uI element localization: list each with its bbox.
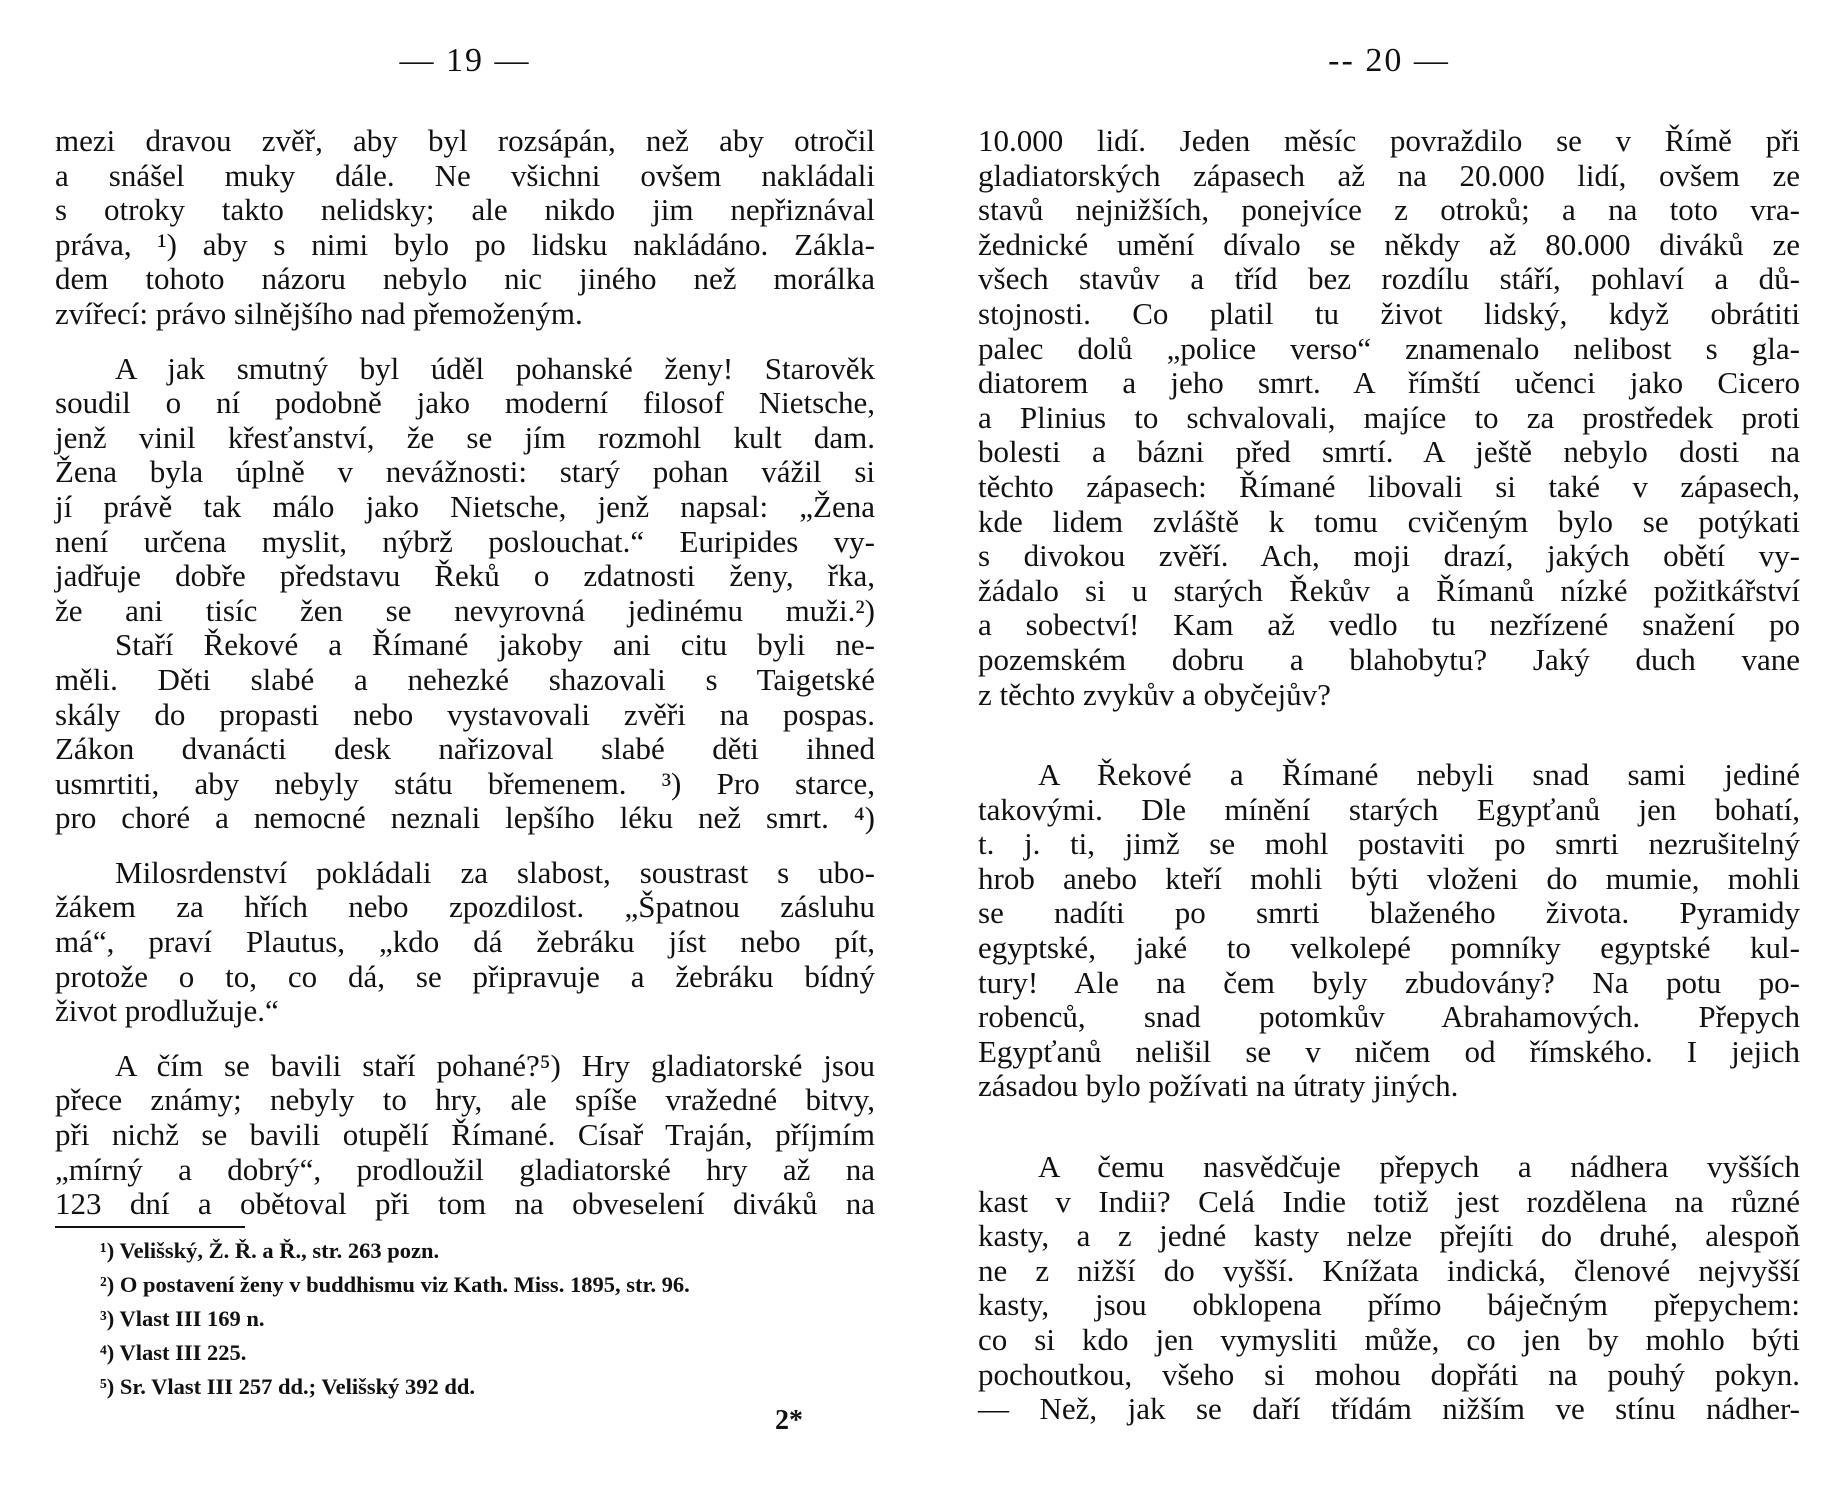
text-line: měli. Děti slabé a nehezké shazovali s Taigetské bbox=[55, 661, 875, 697]
text-line: není určena myslit, nýbrž poslouchat.“ Euripides vy- bbox=[55, 523, 875, 559]
text-line: žákem za hřích nebo zpozdilost. „Špatnou zásluhu bbox=[55, 889, 875, 925]
text-line: co si kdo jen vymysliti může, co jen by mohlo býti bbox=[978, 1322, 1800, 1357]
text-line: s divokou zvěří. Ach, moji drazí, jakých obětí vy- bbox=[978, 538, 1800, 574]
text-line: Zákon dvanácti desk nařizoval slabé děti ihned bbox=[55, 731, 875, 767]
text-line: Egypťanů nelišil se v ničem od římského. I jejich bbox=[978, 1033, 1800, 1069]
text-line: z těchto zvykův a obyčejův? bbox=[978, 676, 1331, 712]
text-line: protože o to, co dá, se připravuje a žebráku bídný bbox=[55, 958, 875, 994]
text-line: bolesti a bázni před smrtí. A ještě nebylo dosti na bbox=[978, 434, 1800, 470]
text-line: A Řekové a Římané nebyli snad sami jediné bbox=[1038, 757, 1800, 793]
text-line: 10.000 lidí. Jeden měsíc povraždilo se v Římě při bbox=[978, 123, 1800, 158]
text-line: soudil o ní podobně jako moderní filosof Nietsche, bbox=[55, 385, 875, 421]
footnote: ²) O postavení ženy v buddhismu viz Kath. Miss. 1895, str. 96. bbox=[100, 1272, 690, 1297]
text-line: diatorem a jeho smrt. A římští učenci jako Cicero bbox=[978, 365, 1800, 401]
text-line: život prodlužuje.“ bbox=[55, 993, 279, 1029]
footnotes bbox=[100, 1234, 900, 1404]
text-line: kasty, jsou obklopena přímo báječným přepychem: bbox=[978, 1287, 1800, 1323]
text-line: zvířecí: právo silnějšího nad přemoženým. bbox=[55, 295, 583, 331]
footnote-rule bbox=[55, 1226, 245, 1228]
text-line: kde lidem zvláště k tomu cvičeným bylo se potýkati bbox=[978, 503, 1800, 539]
text-line: pochoutkou, všeho si mohou dopřáti na pouhý pokyn. bbox=[978, 1356, 1800, 1392]
page-number: — 19 — bbox=[399, 42, 531, 79]
text-line: žádalo si u starých Řekův a Římanů nízké požitkářství bbox=[978, 572, 1800, 608]
text-line: A jak smutný byl úděl pohanské ženy! Starověk bbox=[115, 350, 875, 386]
right-page-body bbox=[978, 124, 1800, 1427]
text-line: pro choré a nemocné neznali lepšího léku než smrt. ⁴) bbox=[55, 800, 875, 836]
text-line: kast v Indii? Celá Indie totiž jest rozdělena na různé bbox=[978, 1183, 1800, 1219]
footnote: ⁴) Vlast III 225. bbox=[100, 1340, 247, 1365]
text-line: hrob anebo kteří mohli býti vloženi do mumie, mohli bbox=[978, 860, 1800, 896]
text-line: a snášel muky dále. Ne všichni ovšem nakládali bbox=[55, 157, 875, 193]
text-line: že ani tisíc žen se nevyrovná jedinému muži.²) bbox=[55, 592, 875, 628]
footnote: ¹) Velišský, Ž. Ř. a Ř., str. 263 pozn. bbox=[100, 1238, 440, 1263]
text-line: zásadou bylo požívati na útraty jiných. bbox=[978, 1068, 1459, 1104]
text-line: Milosrdenství pokládali za slabost, soustrast s ubo- bbox=[115, 854, 875, 890]
text-line: — Než, jak se daří třídám nižším ve stínu nádher- bbox=[978, 1391, 1800, 1427]
text-line: dem tohoto názoru nebylo nic jiného než morálka bbox=[55, 261, 875, 297]
text-line: takovými. Dle mínění starých Egypťanů jen bohatí, bbox=[978, 791, 1800, 827]
text-line: Žena byla úplně v nevážnosti: starý pohan vážil si bbox=[55, 454, 875, 490]
text-line: stojnosti. Co platil tu život lidský, když obrátiti bbox=[978, 295, 1800, 331]
text-line: kasty, a z jedné kasty nelze přejíti do druhé, alespoň bbox=[978, 1218, 1800, 1254]
text-line: A čemu nasvědčuje přepych a nádhera vyšších bbox=[1038, 1149, 1800, 1185]
signature-mark: 2* bbox=[775, 1405, 803, 1436]
text-line: přece známy; nebyly to hry, ale spíše vražedné bitvy, bbox=[55, 1082, 875, 1118]
text-line: jadřuje dobře představu Řeků o zdatnosti ženy, řka, bbox=[55, 558, 875, 594]
footnote: ⁵) Sr. Vlast III 257 dd.; Velišský 392 dd. bbox=[100, 1374, 475, 1399]
text-line: palec dolů „police verso“ znamenalo nelibost s gla- bbox=[978, 330, 1800, 366]
text-line: „mírný a dobrý“, prodloužil gladiatorské hry až na bbox=[55, 1151, 875, 1187]
text-line: a Plinius to schvalovali, majíce to za prostředek proti bbox=[978, 399, 1800, 435]
text-line: jenž vinil křesťanství, že se jím rozmohl kult dam. bbox=[55, 419, 875, 455]
left-page-body bbox=[55, 124, 875, 1222]
text-line: práva, ¹) aby s nimi bylo po lidsku nakládáno. Zákla- bbox=[55, 226, 875, 262]
text-line: pozemském dobru a blahobytu? Jaký duch vane bbox=[978, 641, 1800, 677]
text-line: a sobectví! Kam až vedlo tu nezřízené snažení po bbox=[978, 607, 1800, 643]
text-line: má“, praví Plautus, „kdo dá žebráku jíst nebo pít, bbox=[55, 924, 875, 960]
text-line: se nadíti po smrti blaženého života. Pyramidy bbox=[978, 895, 1800, 931]
text-line: 123 dní a obětoval při tom na obveselení diváků na bbox=[55, 1186, 875, 1222]
text-line: mezi dravou zvěř, aby byl rozsápán, než aby otročil bbox=[55, 123, 875, 158]
text-line: Staří Řekové a Římané jakoby ani citu byli ne- bbox=[115, 627, 875, 663]
text-line: t. j. ti, jimž se mohl postaviti po smrti nezrušitelný bbox=[978, 826, 1800, 862]
text-line: s otroky takto nelidsky; ale nikdo jim nepřiznával bbox=[55, 192, 875, 228]
text-line: egyptské, jaké to velkolepé pomníky egyptské kul- bbox=[978, 930, 1800, 966]
text-line: jí právě tak málo jako Nietsche, jenž napsal: „Žena bbox=[55, 488, 875, 524]
text-line: tury! Ale na čem byly zbudovány? Na potu po- bbox=[978, 964, 1800, 1000]
text-line: žednické umění dívalo se někdy až 80.000 diváků ze bbox=[978, 226, 1800, 262]
text-line: gladiatorských zápasech až na 20.000 lidí, ovšem ze bbox=[978, 157, 1800, 193]
text-line: ne z nižší do vyšší. Knížata indická, členové nejvyšší bbox=[978, 1252, 1800, 1288]
text-line: všech stavův a tříd bez rozdílu stáří, pohlaví a dů- bbox=[978, 261, 1800, 297]
text-line: těchto zápasech: Římané libovali si také v zápasech, bbox=[978, 468, 1800, 504]
footnote: ³) Vlast III 169 n. bbox=[100, 1306, 265, 1331]
text-line: A čím se bavili staří pohané?⁵) Hry gladiatorské jsou bbox=[115, 1047, 875, 1083]
text-line: stavů nejnižších, ponejvíce z otroků; a na toto vra- bbox=[978, 192, 1800, 228]
text-line: při nichž se bavili otupělí Římané. Císař Traján, příjmím bbox=[55, 1117, 875, 1153]
text-line: skály do propasti nebo vystavovali zvěři na pospas. bbox=[55, 696, 875, 732]
text-line: usmrtiti, aby nebyly státu břemenem. ³) Pro starce, bbox=[55, 765, 875, 801]
text-line: robenců, snad potomkův Abrahamových. Přepych bbox=[978, 999, 1800, 1035]
page-number: -- 20 — bbox=[1328, 42, 1450, 79]
